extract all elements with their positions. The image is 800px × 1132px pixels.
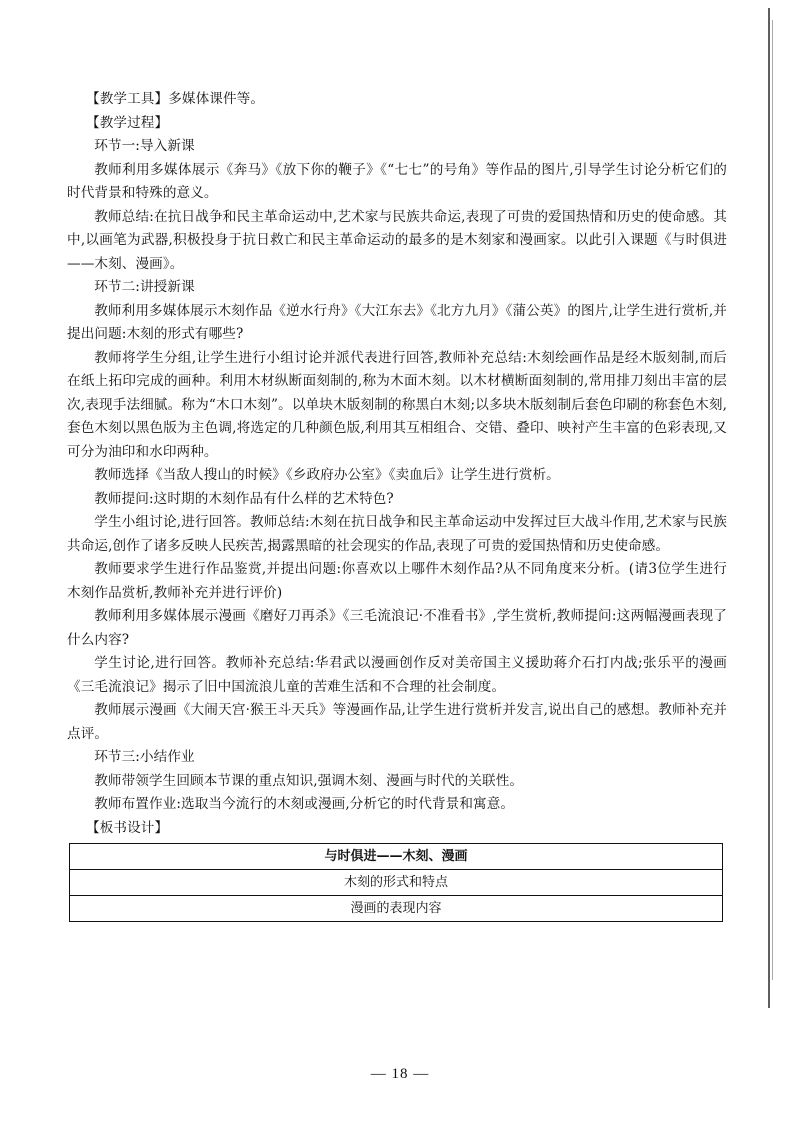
scan-border-line: [768, 8, 770, 1008]
paragraph: 教师要求学生进行作品鉴赏,并提出问题:你喜欢以上哪件木刻作品?从不同角度来分析。(请3位学生进行木刻作品赏析,教师补充并进行评价): [67, 561, 727, 601]
paragraph: 教师利用多媒体展示漫画《磨好刀再杀》《三毛流浪记·不准看书》,学生赏析,教师提问:这两幅漫画表现了什么内容?: [67, 608, 727, 648]
teaching-tools-line: 【教学工具】多媒体课件等。: [86, 91, 265, 107]
scan-border-line-secondary: [772, 20, 773, 980]
paragraph: 教师布置作业:选取当今流行的木刻或漫画,分析它的时代背景和寓意。: [94, 796, 515, 812]
board-design-heading: 【板书设计】: [86, 819, 169, 836]
board-line-cartoon: 漫画的表现内容: [70, 895, 722, 921]
step-one-heading: 环节一:导入新课: [94, 138, 195, 154]
paragraph: 教师总结:在抗日战争和民主革命运动中,艺术家与民族共命运,表现了可贵的爱国热情和历史的使命感。其中,以画笔为武器,积极投身于抗日救亡和民主革命运动的最多的是木刻家和漫画家。以此引入课题《与时俱进——木刻、漫画》。: [67, 208, 727, 272]
paragraph: 教师带领学生回顾本节课的重点知识,强调木刻、漫画与时代的关联性。: [94, 772, 524, 789]
paragraph: 教师展示漫画《大闹天宫·猴王斗天兵》等漫画作品,让学生进行赏析并发言,说出自己的感想。教师补充并点评。: [67, 702, 727, 742]
blackboard-design-box: [69, 843, 723, 922]
paragraph: 教师利用多媒体展示木刻作品《逆水行舟》《大江东去》《北方九月》《蒲公英》的图片,让学生进行赏析,并提出问题:木刻的形式有哪些?: [67, 302, 727, 342]
board-line-woodcut: 木刻的形式和特点: [70, 869, 722, 895]
page-content: [67, 88, 727, 922]
step-three-heading: 环节三:小结作业: [94, 749, 195, 765]
step-two-heading: 环节二:讲授新课: [94, 279, 195, 295]
paragraph: 学生讨论,进行回答。教师补充总结:华君武以漫画创作反对美帝国主义援助蒋介石打内战;张乐平的漫画《三毛流浪记》揭示了旧中国流浪儿童的苦难生活和不合理的社会制度。: [67, 655, 727, 695]
board-title: 与时俱进——木刻、漫画: [324, 849, 468, 864]
paragraph: 学生小组讨论,进行回答。教师总结:木刻在抗日战争和民主革命运动中发挥过巨大战斗作用,艺术家与民族共命运,创作了诸多反映人民疾苦,揭露黑暗的社会现实的作品,表现了可贵的爱国热情和历史使命感。: [67, 514, 727, 554]
paragraph: 教师将学生分组,让学生进行小组讨论并派代表进行回答,教师补充总结:木刻绘画作品是经木版刻制,而后在纸上拓印完成的画种。利用木材纵断面刻制的,称为木面木刻。以木材横断面刻制的,常用排刀刻出丰富的层次,表现手法细腻。称为“木口木刻”。以单块木版刻制的称黑白木刻;以多块木版刻制后套色印刷的称套色木刻,套色木刻以黑色版为主色调,将选定的几种颜色版,利用其互相组合、交错、叠印、映衬产生丰富的色彩表现,又可分为油印和水印两种。: [67, 349, 727, 460]
teaching-process-heading: 【教学过程】: [86, 114, 169, 131]
page-number: — 18 —: [370, 1066, 430, 1082]
paragraph: 教师提问:这时期的木刻作品有什么样的艺术特色?: [94, 490, 394, 507]
paragraph: 教师选择《当敌人搜山的时候》《乡政府办公室》《卖血后》让学生进行赏析。: [94, 467, 560, 483]
paragraph: 教师利用多媒体展示《奔马》《放下你的鞭子》《“七七”的号角》等作品的图片,引导学生讨论分析它们的时代背景和特殊的意义。: [67, 161, 727, 201]
